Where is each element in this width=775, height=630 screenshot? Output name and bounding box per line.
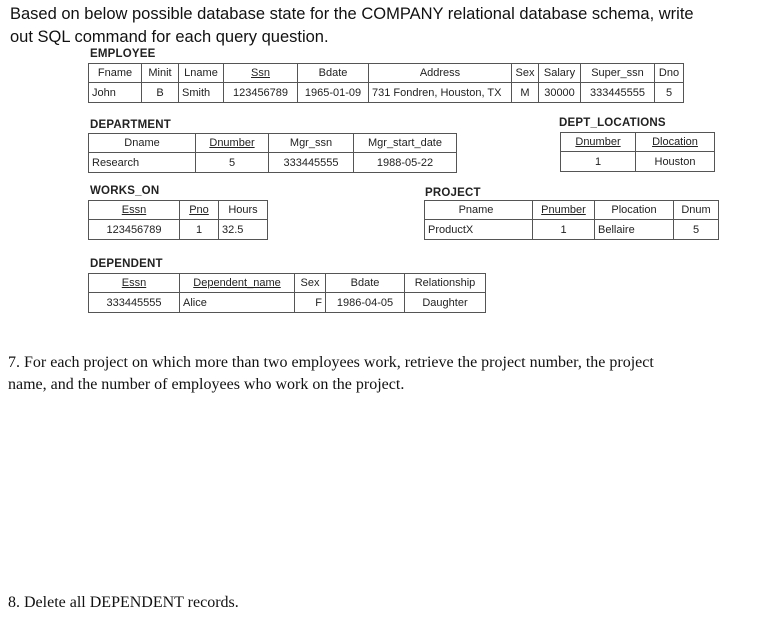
table-row [425, 220, 719, 240]
dept-locations-table-title: DEPT_LOCATIONS [559, 117, 666, 129]
table-cell: 1 [533, 220, 595, 240]
question-7-line-1: 7. For each project on which more than two employees work, retrieve the project number, the project [8, 354, 654, 371]
column-header: Mgr_ssn [269, 134, 354, 153]
table-row [561, 152, 715, 172]
heading-line-1: Based on below possible database state for the COMPANY relational database schema, write [10, 5, 694, 23]
primary-key-header: Ssn [224, 64, 298, 83]
table-cell: 731 Fondren, Houston, TX [369, 83, 512, 103]
employee-table [88, 63, 684, 103]
primary-key-header: Dnumber [561, 133, 636, 152]
works-on-table-title: WORKS_ON [90, 185, 160, 197]
column-header: Sex [512, 64, 539, 83]
table-cell: 5 [196, 153, 269, 173]
table-cell: 123456789 [224, 83, 298, 103]
table-cell: 123456789 [89, 220, 180, 240]
table-header-row [89, 274, 486, 293]
table-cell: Daughter [405, 293, 486, 313]
primary-key-header: Essn [89, 201, 180, 220]
employee-table-title: EMPLOYEE [90, 48, 156, 60]
column-header: Minit [142, 64, 179, 83]
column-header: Super_ssn [581, 64, 655, 83]
table-header-row [561, 133, 715, 152]
table-cell: 1986-04-05 [326, 293, 405, 313]
column-header: Mgr_start_date [354, 134, 457, 153]
table-cell: Bellaire [595, 220, 674, 240]
table-cell: Alice [180, 293, 295, 313]
column-header: Address [369, 64, 512, 83]
project-table-title: PROJECT [425, 187, 481, 199]
column-header: Sex [295, 274, 326, 293]
department-table-title: DEPARTMENT [90, 119, 172, 131]
table-cell: Smith [179, 83, 224, 103]
table-row [89, 153, 457, 173]
project-table [424, 200, 719, 240]
primary-key-header: Dnumber [196, 134, 269, 153]
table-cell: John [89, 83, 142, 103]
column-header: Dnum [674, 201, 719, 220]
table-row [89, 83, 684, 103]
table-row [89, 293, 486, 313]
column-header: Bdate [326, 274, 405, 293]
table-header-row [425, 201, 719, 220]
primary-key-header: Pno [180, 201, 219, 220]
question-7-line-2: name, and the number of employees who work on the project. [8, 376, 405, 393]
table-row [89, 220, 268, 240]
heading-line-2: out SQL command for each query question. [10, 28, 329, 46]
table-header-row [89, 64, 684, 83]
department-table [88, 133, 457, 173]
column-header: Salary [539, 64, 581, 83]
table-cell: 333445555 [269, 153, 354, 173]
question-7 [8, 352, 768, 396]
table-cell: 1 [180, 220, 219, 240]
table-header-row [89, 201, 268, 220]
column-header: Hours [219, 201, 268, 220]
primary-key-header: Pnumber [533, 201, 595, 220]
table-cell: 30000 [539, 83, 581, 103]
table-cell: Houston [636, 152, 715, 172]
column-header: Relationship [405, 274, 486, 293]
works-on-table [88, 200, 268, 240]
table-cell: 5 [655, 83, 684, 103]
table-cell: B [142, 83, 179, 103]
dependent-table-title: DEPENDENT [90, 258, 163, 270]
instructions-heading [10, 3, 770, 49]
column-header: Lname [179, 64, 224, 83]
table-cell: Research [89, 153, 196, 173]
table-cell: 5 [674, 220, 719, 240]
table-cell: ProductX [425, 220, 533, 240]
table-cell: 333445555 [89, 293, 180, 313]
primary-key-header: Dependent_name [180, 274, 295, 293]
question-8: 8. Delete all DEPENDENT records. [8, 594, 239, 611]
table-cell: 333445555 [581, 83, 655, 103]
table-cell: M [512, 83, 539, 103]
primary-key-header: Dlocation [636, 133, 715, 152]
dept-locations-table [560, 132, 715, 172]
table-cell: 1 [561, 152, 636, 172]
table-cell: 1965-01-09 [298, 83, 369, 103]
table-header-row [89, 134, 457, 153]
column-header: Fname [89, 64, 142, 83]
column-header: Pname [425, 201, 533, 220]
table-cell: 1988-05-22 [354, 153, 457, 173]
dependent-table [88, 273, 486, 313]
column-header: Dname [89, 134, 196, 153]
column-header: Dno [655, 64, 684, 83]
table-cell: 32.5 [219, 220, 268, 240]
table-cell: F [295, 293, 326, 313]
column-header: Plocation [595, 201, 674, 220]
column-header: Bdate [298, 64, 369, 83]
primary-key-header: Essn [89, 274, 180, 293]
